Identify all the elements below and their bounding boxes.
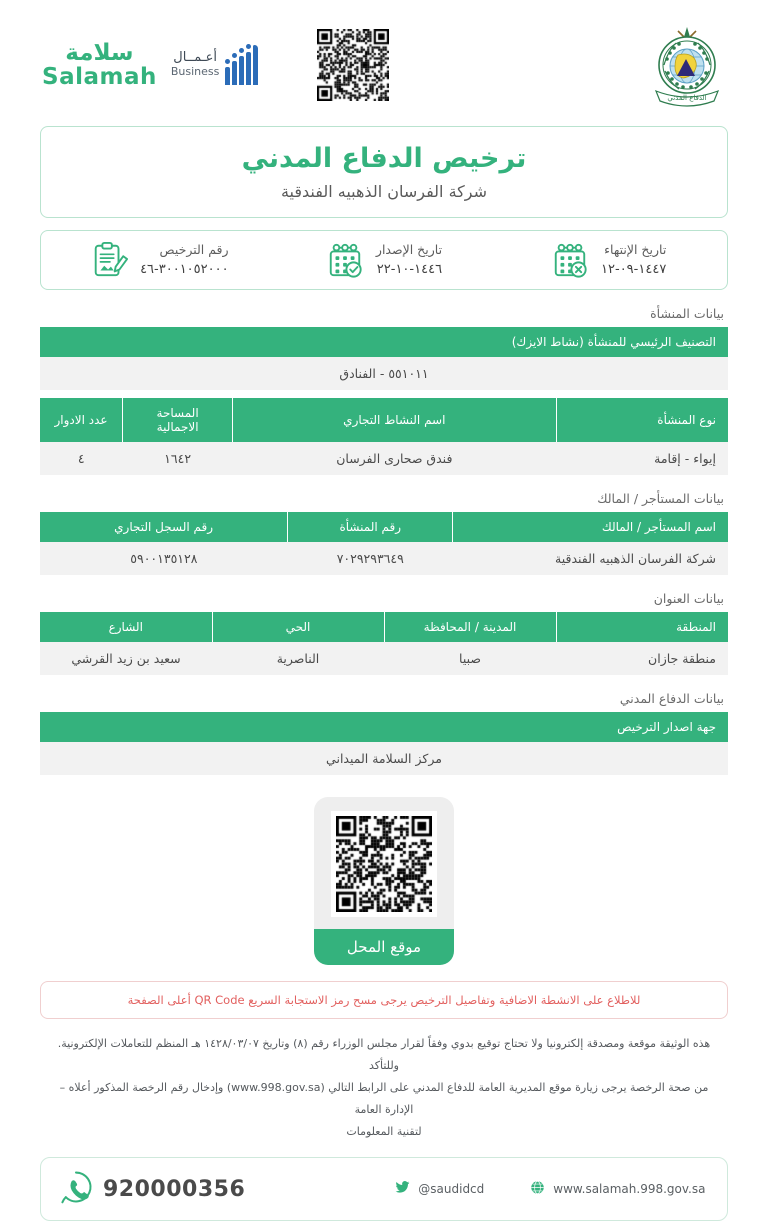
globe-icon: [530, 1180, 545, 1198]
website-link[interactable]: [530, 1180, 705, 1198]
civil-defense-website-link[interactable]: www.998.gov.sa: [231, 1081, 321, 1095]
issue-date-label: تاريخ الإصدار: [375, 242, 443, 258]
cell-total-area: ١٦٤٢: [123, 442, 233, 475]
business-logo: [171, 45, 259, 85]
twitter-icon: [395, 1180, 410, 1198]
license-summary-card: [40, 230, 728, 290]
disclaimer-line-3: لتقنية المعلومات: [346, 1125, 422, 1139]
classification-value: ٥٥١٠١١ - الفنادق: [40, 357, 728, 390]
business-bars-icon: [225, 45, 258, 85]
address-table: [40, 612, 728, 675]
col-street: الشارع: [40, 612, 212, 642]
col-establishment-number: رقم المنشأة: [288, 512, 453, 542]
footer-links: [395, 1180, 705, 1198]
table-row: [40, 357, 728, 390]
cell-street: سعيد بن زيد القرشي: [40, 642, 212, 675]
contact-phone[interactable]: [59, 1170, 245, 1208]
business-logo-arabic: أعـمــال: [173, 50, 217, 66]
expiry-date-value: ١٤٤٧-٠٩-١٢: [601, 261, 667, 277]
license-title-card: [40, 126, 728, 218]
col-total-area: المساحة الاجمالية: [123, 398, 233, 442]
cell-region: منطقة جازان: [556, 642, 728, 675]
cell-issuing-authority: مركز السلامة الميداني: [40, 742, 728, 775]
table-header-row: [40, 612, 728, 642]
col-floor-count: عدد الادوار: [40, 398, 123, 442]
header-qr-code: [317, 29, 389, 101]
calendar-x-icon: [551, 241, 589, 279]
salamah-logo-latin: Salamah: [42, 64, 157, 90]
col-owner-name: اسم المستأجر / المالك: [453, 512, 728, 542]
license-number-value: ٣٠٠١٠٥٢٠٠٠-٤٦: [140, 261, 229, 277]
table-row: [40, 742, 728, 775]
col-region: المنطقة: [556, 612, 728, 642]
salamah-logo: [42, 41, 157, 89]
document-footer: [40, 1157, 728, 1221]
expiry-date-label: تاريخ الإنتهاء: [604, 242, 667, 258]
electronic-document-disclaimer: [40, 1033, 728, 1143]
twitter-handle: @saudidcd: [418, 1182, 485, 1197]
cell-floor-count: ٤: [40, 442, 123, 475]
salamah-logo-arabic: سلامة: [65, 39, 134, 66]
disclaimer-line-2b: ) وإدخال رقم الرخصة المذكور أعلاه – الإدارة العامة: [59, 1081, 414, 1117]
page-title: ترخيص الدفاع المدني: [241, 143, 527, 174]
qr-scan-notice: للاطلاع على الانشطة الاضافية وتفاصيل الترخيص يرجى مسح رمز الاستجابة السريع QR Code أعلى الصفحة: [40, 981, 728, 1019]
section-title-owner: بيانات المستأجر / المالك: [597, 491, 724, 507]
page-subtitle: شركة الفرسان الذهبيه الفندقية: [280, 182, 488, 202]
issue-date-item: [272, 241, 497, 279]
phone-number: 920000356: [103, 1176, 246, 1202]
cell-commercial-register-number: ٥٩٠٠١٣٥١٢٨: [40, 542, 288, 575]
store-location-qr-block[interactable]: [314, 797, 454, 965]
col-district: الحي: [212, 612, 384, 642]
civil-defense-table: [40, 712, 728, 775]
table-header-row: [40, 512, 728, 542]
disclaimer-line-2a: من صحة الرخصة يرجى زيارة موقع المديرية العامة للدفاع المدني على الرابط التالي (: [320, 1081, 709, 1095]
col-commercial-register-number: رقم السجل التجاري: [40, 512, 288, 542]
table-row: [40, 542, 728, 575]
phone-icon: [59, 1170, 93, 1208]
table-header-row: [40, 712, 728, 742]
table-row: [40, 442, 728, 475]
table-header-row: [40, 398, 728, 442]
col-city: المدينة / المحافظة: [384, 612, 556, 642]
issue-date-value: ١٤٤٦-١٠-٢٢: [376, 261, 443, 277]
col-commercial-activity-name: اسم النشاط التجاري: [233, 398, 556, 442]
table-row: [40, 642, 728, 675]
cell-establishment-number: ٧٠٢٩٢٩٣٦٤٩: [288, 542, 453, 575]
establishment-classification-table: [40, 327, 728, 390]
cell-district: الناصرية: [212, 642, 384, 675]
license-clipboard-icon: [90, 241, 128, 279]
saudi-civil-defense-emblem: [648, 21, 726, 109]
twitter-link[interactable]: [395, 1180, 484, 1198]
expiry-date-item: [496, 241, 721, 279]
cell-city: صبيا: [384, 642, 556, 675]
disclaimer-line-1: هذه الوثيقة موقعة ومصدقة إلكترونيا ولا تحتاج توقيع بدوي وفقاً لقرار مجلس الوزراء رقم (٨) وتاريخ ١٤٢٨/٠٣/٠٧ هـ المنظم للتعاملات الإلكترونية. وللتأكد: [57, 1037, 711, 1073]
business-logo-latin: Business: [170, 65, 220, 79]
document-header: [40, 0, 728, 120]
website-url: www.salamah.998.gov.sa: [553, 1182, 706, 1197]
store-location-label[interactable]: موقع المحل: [314, 929, 454, 965]
license-number-item: [47, 241, 272, 279]
section-title-address: بيانات العنوان: [653, 591, 724, 607]
cell-owner-name: شركة الفرسان الذهبيه الفندقية: [453, 542, 728, 575]
table-header-row: [40, 327, 728, 357]
col-establishment-type: نوع المنشأة: [556, 398, 728, 442]
license-number-label: رقم الترخيص: [159, 242, 229, 258]
section-title-establishment: بيانات المنشأة: [650, 306, 724, 322]
establishment-details-table: [40, 398, 728, 475]
calendar-check-icon: [326, 241, 364, 279]
section-title-civil-defense: بيانات الدفاع المدني: [619, 691, 724, 707]
classification-header: التصنيف الرئيسي للمنشأة (نشاط الايزك): [40, 327, 728, 357]
cell-establishment-type: إيواء - إقامة: [556, 442, 728, 475]
svg-text:الدفاع المدني: الدفاع المدني: [667, 94, 707, 102]
store-location-qr-code: [314, 797, 454, 929]
col-issuing-authority: جهة اصدار الترخيص: [40, 712, 728, 742]
brand-lockup: [42, 41, 258, 89]
cell-commercial-activity-name: فندق صحارى الفرسان: [233, 442, 556, 475]
owner-table: [40, 512, 728, 575]
